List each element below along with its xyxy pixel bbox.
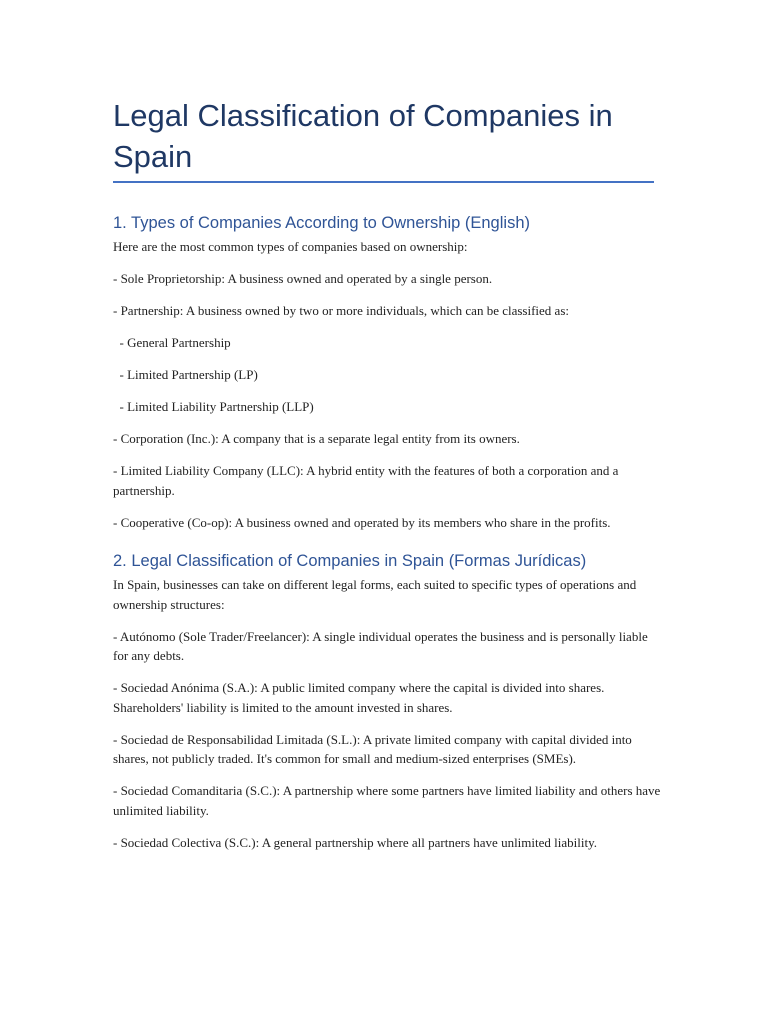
list-item-cooperative: - Cooperative (Co-op): A business owned and operated by its members who share in the profits. [113,514,611,530]
section-heading-ownership-types: 1. Types of Companies According to Ownership (English) [113,214,530,232]
list-item-sociedad-colectiva: - Sociedad Colectiva (S.C.): A general partnership where all partners have unlimited liability. [113,834,597,850]
list-item-sociedad-anonima: - Sociedad Anónima (S.A.): A public limited company where the capital is divided into shares. Shareholders' liability is limited to the amount invested in shares. [113,680,605,715]
list-item-sociedad-limitada: - Sociedad de Responsabilidad Limitada (S.L.): A private limited company with capital divided into shares, not publicly traded. It's common for small and medium-sized enterprises (SMEs). [113,731,632,766]
list-item-llc: - Limited Liability Company (LLC): A hybrid entity with the features of both a corporation and a partnership. [113,463,619,498]
title-underline-divider [113,181,654,183]
paragraph-intro-spain: In Spain, businesses can take on different legal forms, each suited to specific types of operations and ownership structures: [113,577,637,612]
list-item-autonomo: - Autónomo (Sole Trader/Freelancer): A single individual operates the business and is personally liable for any debts. [113,628,648,663]
section-heading-spain-legal-forms: 2. Legal Classification of Companies in Spain (Formas Jurídicas) [113,552,587,570]
document-title: Legal Classification of Companies in Spain [113,98,613,174]
list-item-sole-proprietorship: - Sole Proprietorship: A business owned and operated by a single person. [113,271,493,286]
document-page [113,95,661,865]
sub-list-item-llp: - Limited Liability Partnership (LLP) [113,399,314,414]
list-item-partnership: - Partnership: A business owned by two or more individuals, which can be classified as: [113,303,570,318]
paragraph-intro-ownership: Here are the most common types of companies based on ownership: [113,239,468,254]
sub-list-item-general-partnership: - General Partnership [113,335,231,350]
sub-list-item-limited-partnership: - Limited Partnership (LP) [113,367,258,382]
list-item-sociedad-comanditaria: - Sociedad Comanditaria (S.C.): A partnership where some partners have limited liability and others have unlimited liability. [113,783,661,818]
list-item-corporation: - Corporation (Inc.): A company that is a separate legal entity from its owners. [113,431,520,446]
